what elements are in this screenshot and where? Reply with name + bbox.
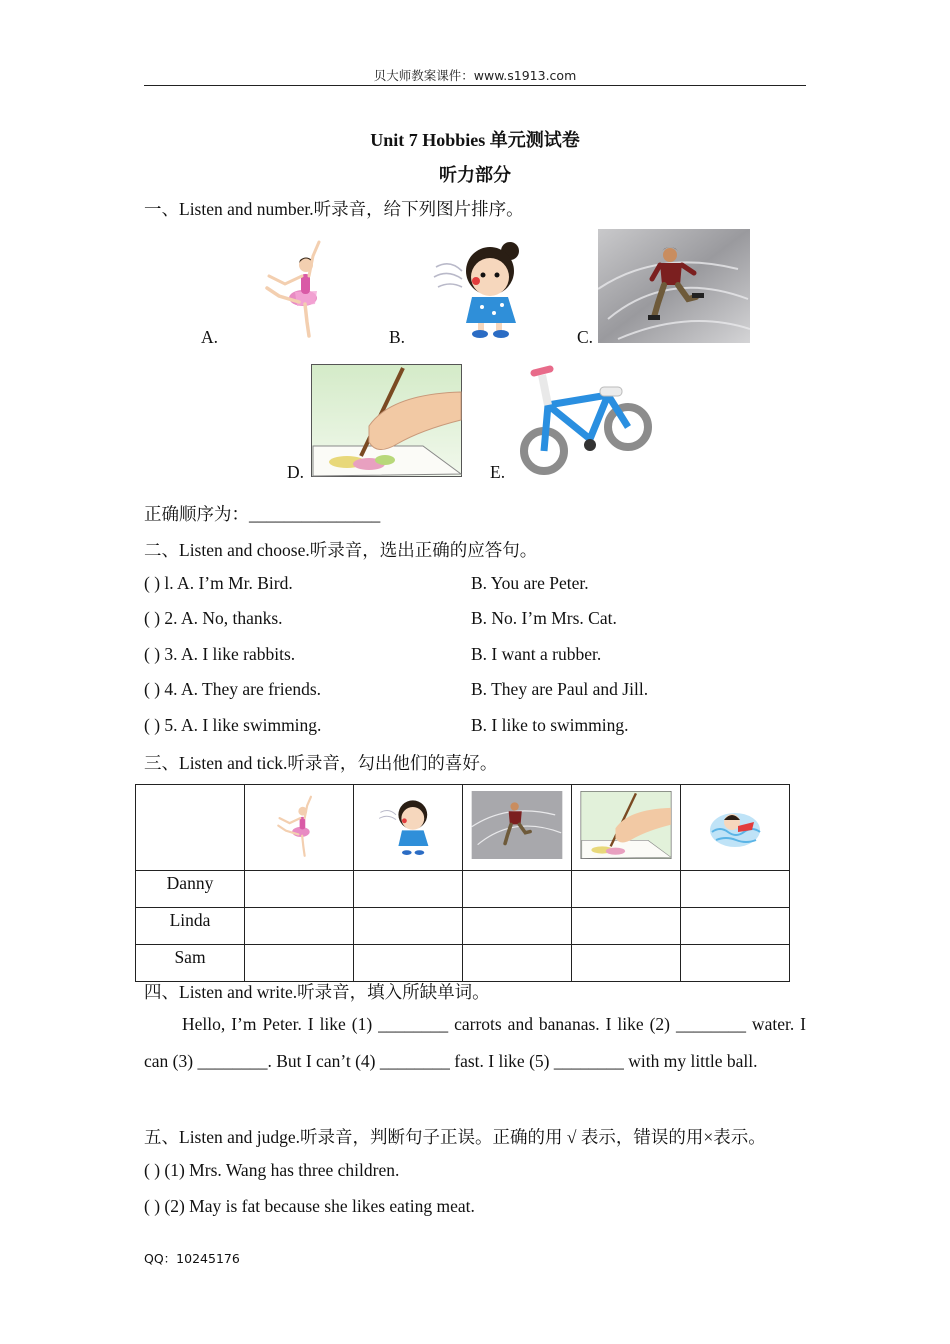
tick-cell[interactable] [681,908,790,945]
choice-item-3-b: B. I want a rubber. [471,644,602,664]
picture-label-a: A. [201,327,219,347]
choice-item-4-b: B. They are Paul and Jill. [471,679,649,699]
choice-item-4-a: ( ) 4. A. They are friends. [144,679,322,699]
doc-title: Unit 7 Hobbies 单元测试卷 [370,130,580,150]
tick-cell[interactable] [572,908,681,945]
tick-table-header-row [136,785,790,871]
boy-ice-skating-thumb [471,791,563,859]
tick-cell[interactable] [354,945,463,982]
hand-drawing-thumb [580,791,672,859]
order-answer-label: 正确顺序为： [144,504,249,524]
part4-heading: 四、Listen and write.听录音，填入所缺单词。 [144,982,490,1002]
tick-cell[interactable] [572,871,681,908]
choice-item-1-a: ( ) l. A. I’m Mr. Bird. [144,573,293,593]
choice-item-5-b: B. I like to swimming. [471,715,629,735]
order-answer-blank[interactable]: _______________ [249,504,381,524]
doc-subtitle: 听力部分 [439,165,511,185]
part3-heading: 三、Listen and tick.听录音，勾出他们的喜好。 [144,753,498,773]
picture-label-d: D. [287,462,305,482]
part5-heading: 五、Listen and judge.听录音，判断句子正误。正确的用 √ 表示，错误的用×表示。 [144,1127,766,1147]
girl-swimming-thumb [708,800,762,850]
tick-row-sam [136,945,790,982]
ballet-dancer-image [265,236,335,338]
ballet-dancer-thumb [276,793,322,857]
tick-row-linda [136,908,790,945]
tick-cell[interactable] [354,908,463,945]
choice-item-2-a: ( ) 2. A. No, thanks. [144,608,283,628]
tick-col-ballet [245,785,354,871]
part1-heading: 一、Listen and number.听录音，给下列图片排序。 [144,199,524,219]
girl-singing-image [432,237,532,339]
footer-qq: QQ：10245176 [144,1251,240,1266]
tick-table-corner [136,785,245,871]
tick-cell[interactable] [463,871,572,908]
tick-row-name: Linda [136,908,245,945]
page-header-source: 贝大师教案课件：www.s1913.com [373,68,577,83]
picture-label-c: C. [577,327,594,347]
order-answer-line [144,501,380,526]
choice-item-1-b: B. You are Peter. [471,573,589,593]
choice-item-5-a: ( ) 5. A. I like swimming. [144,715,322,735]
tick-row-danny [136,871,790,908]
bicycle-image [518,365,656,477]
judge-item-2: ( ) (2) May is fat because she likes eating meat. [144,1196,475,1216]
girl-singing-thumb [378,794,438,856]
picture-label-b: B. [389,327,406,347]
tick-cell[interactable] [681,945,790,982]
choice-item-3-a: ( ) 3. A. I like rabbits. [144,644,296,664]
tick-cell[interactable] [245,908,354,945]
hand-drawing-image [311,364,462,477]
tick-row-name: Sam [136,945,245,982]
tick-col-skating [463,785,572,871]
tick-cell[interactable] [245,945,354,982]
tick-table [135,784,790,982]
tick-col-drawing [572,785,681,871]
tick-cell[interactable] [463,945,572,982]
tick-cell[interactable] [463,908,572,945]
fill-in-paragraph[interactable]: Hello, I’m Peter. I like (1) ________ carrots and bananas. I like (2) ________ water. I can (3) ________. But I can’t (4) ________ fast. I like (5) ________ with my little ball. [144,1014,806,1071]
header-divider [144,85,806,86]
tick-cell[interactable] [572,945,681,982]
tick-cell[interactable] [354,871,463,908]
picture-label-e: E. [490,462,506,482]
part2-heading: 二、Listen and choose.听录音，选出正确的应答句。 [144,540,538,560]
boy-ice-skating-image [598,229,750,343]
tick-col-swimming [681,785,790,871]
judge-item-1: ( ) (1) Mrs. Wang has three children. [144,1160,400,1180]
choice-item-2-b: B. No. I’m Mrs. Cat. [471,608,617,628]
tick-cell[interactable] [245,871,354,908]
tick-row-name: Danny [136,871,245,908]
tick-cell[interactable] [681,871,790,908]
tick-col-singing [354,785,463,871]
